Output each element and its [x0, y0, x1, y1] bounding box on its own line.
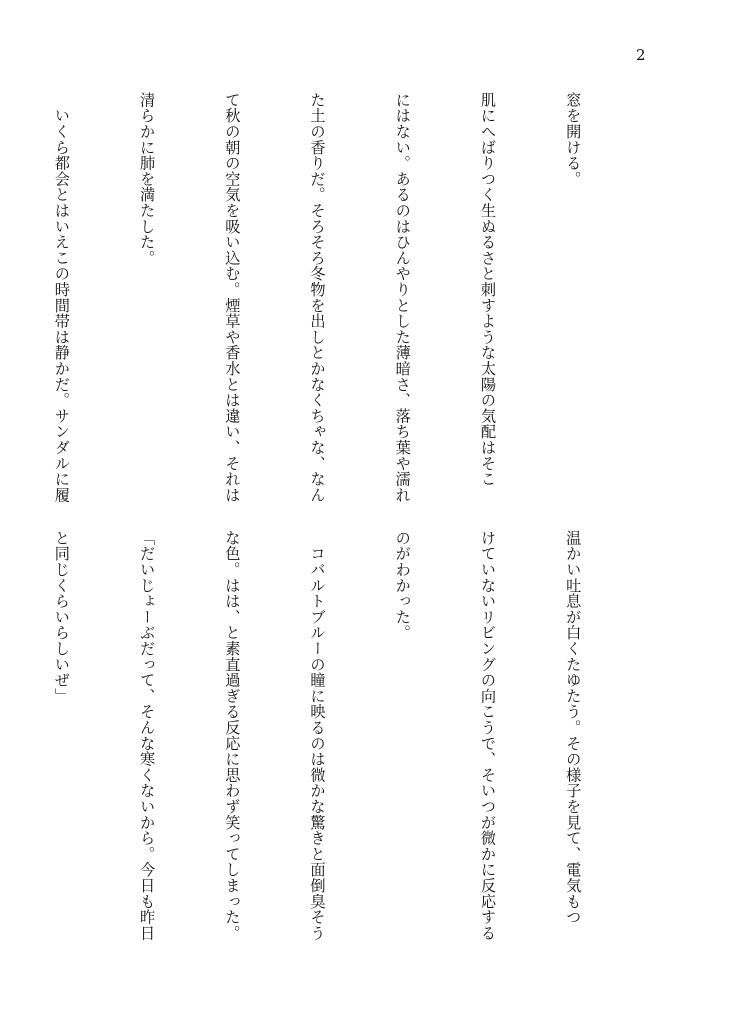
text-line: いくら都会とはいえこの時間帯は静かだ。サンダルに履 — [52, 92, 71, 503]
text-line: 温かい吐息が白くたゆたう。その様子を見て、電気もつ — [564, 530, 583, 925]
text-line: 清らかに肺を満たした。 — [138, 92, 157, 266]
text-block-bottom — [0, 530, 644, 941]
text-line: 「だいじょーぶだって、そんな寒くないから。今日も昨日 — [138, 530, 157, 941]
text-block-top — [0, 92, 644, 503]
text-line: けていないリビングの向こうで、そいつが微かに反応する — [478, 530, 497, 941]
text-line: のがわかった。 — [393, 530, 412, 641]
text-line: な色。はは、と素直過ぎる反応に思わず笑ってしまった。 — [223, 530, 242, 941]
text-line: た土の香りだ。そろそろ冬物を出しとかなくちゃな、なん — [308, 92, 327, 503]
text-line: コバルトブルーの瞳に映るのは微かな驚きと面倒臭そう — [308, 530, 327, 941]
text-line: にはない。あるのはひんやりとした薄暗さ、落ち葉や濡れ — [393, 92, 412, 503]
text-line: て秋の朝の空気を吸い込む。煙草や香水とは違い、それは — [223, 92, 242, 503]
page-number: 2 — [636, 46, 646, 64]
text-line: と同じくらいらしいぜ」 — [52, 530, 71, 704]
text-line: 肌にへばりつく生ぬるさと刺すような太陽の気配はそこ — [478, 92, 497, 487]
text-line: 窓を開ける。 — [564, 92, 583, 187]
